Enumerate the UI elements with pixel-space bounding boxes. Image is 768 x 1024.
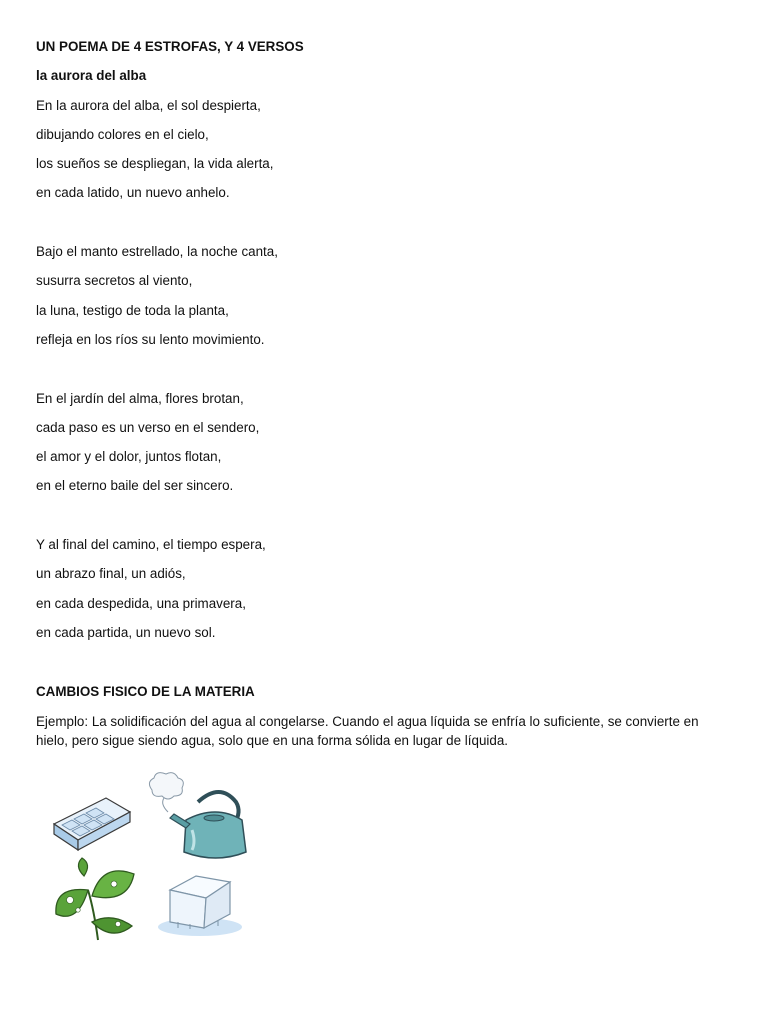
verse: cada paso es un verso en el sendero, <box>36 419 260 435</box>
verse: susurra secretos al viento, <box>36 273 193 289</box>
verse: Y al final del camino, el tiempo espera, <box>36 537 266 553</box>
poem-heading: UN POEMA DE 4 ESTROFAS, Y 4 VERSOS <box>36 39 304 54</box>
physical-changes-illustration <box>48 772 248 947</box>
stanza-1 <box>36 97 736 203</box>
kettle-steam-icon <box>149 773 246 858</box>
verse: en cada despedida, una primavera, <box>36 595 246 611</box>
stanza-2 <box>36 243 736 349</box>
stanza-gap <box>36 507 736 536</box>
stanza-gap <box>36 214 736 243</box>
verse: la luna, testigo de toda la planta, <box>36 302 229 318</box>
verse: en el eterno baile del ser sincero. <box>36 478 234 494</box>
stanza-gap <box>36 360 736 389</box>
stanza-3 <box>36 390 736 496</box>
verse: Bajo el manto estrellado, la noche canta, <box>36 244 278 260</box>
verse: en cada latido, un nuevo anhelo. <box>36 185 230 201</box>
melting-ice-cube-icon <box>158 876 242 936</box>
section-heading: CAMBIOS FISICO DE LA MATERIA <box>36 683 255 699</box>
verse: refleja en los ríos su lento movimiento. <box>36 331 265 347</box>
stanza-4 <box>36 536 736 642</box>
verse: los sueños se despliegan, la vida alerta, <box>36 156 274 172</box>
verse: dibujando colores en el cielo, <box>36 126 209 142</box>
verse: en cada partida, un nuevo sol. <box>36 624 216 640</box>
illustration-svg <box>48 772 248 947</box>
verse: un abrazo final, un adiós, <box>36 566 186 582</box>
poem-title: la aurora del alba <box>36 68 147 84</box>
document-page <box>36 38 736 750</box>
verse: En el jardín del alma, flores brotan, <box>36 390 244 406</box>
verse: En la aurora del alba, el sol despierta, <box>36 97 261 113</box>
ice-tray-icon <box>54 798 130 850</box>
leaves-dew-icon <box>56 858 134 940</box>
stanza-gap <box>36 653 736 682</box>
verse: el amor y el dolor, juntos flotan, <box>36 449 222 465</box>
section-paragraph: Ejemplo: La solidificación del agua al congelarse. Cuando el agua líquida se enfría lo suficiente, se convierte en hielo, pero sigue siendo agua, solo que en una forma sólida en lugar de líquida. <box>36 713 699 748</box>
